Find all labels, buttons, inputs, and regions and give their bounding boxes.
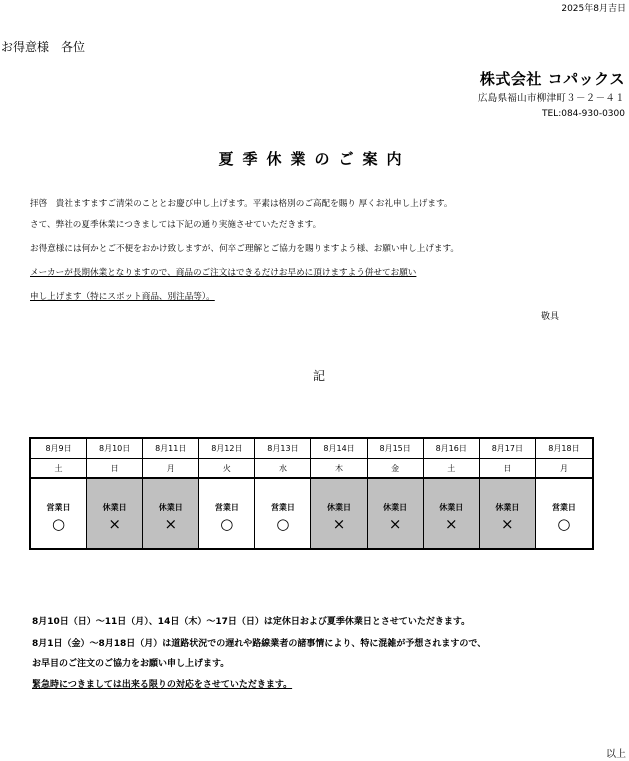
note-2: 8月1日（金）～8月18日（月）は道路状況での遅れや路線業者の諸事情により、特に混雑が予想されますので、 xyxy=(32,639,487,649)
calendar-date-cell: 8月11日 xyxy=(143,439,199,459)
recipient: お得意様 各位 xyxy=(1,40,86,54)
calendar-weekday-cell: 月 xyxy=(143,459,199,479)
closing-ijo: 以上 xyxy=(606,749,626,760)
calendar-weekday-cell: 月 xyxy=(536,459,592,479)
calendar-date-cell: 8月15日 xyxy=(368,439,424,459)
calendar-status-cell xyxy=(87,479,143,548)
ki-marker: 記 xyxy=(313,369,326,383)
body-paragraph-2: さて、弊社の夏季休業につきましては下記の通り実施させていただきます。 xyxy=(30,220,322,230)
calendar-status-cell xyxy=(311,479,367,548)
calendar-date-cell: 8月14日 xyxy=(311,439,367,459)
calendar-date-cell: 8月16日 xyxy=(424,439,480,459)
holiday-calendar xyxy=(29,437,594,550)
calendar-weekday-cell: 木 xyxy=(311,459,367,479)
calendar-weekday-cell: 土 xyxy=(424,459,480,479)
open-mark: ○ xyxy=(276,514,290,533)
calendar-status-cell xyxy=(199,479,255,548)
calendar-weekday-cell: 日 xyxy=(480,459,536,479)
company-name: 株式会社 コパックス xyxy=(479,70,625,88)
body-paragraph-1: 拝啓 貴社ますますご清栄のこととお慶び申し上げます。平素は格別のご高配を賜り 厚くお礼申し上げます。 xyxy=(30,199,453,209)
calendar-date-cell: 8月18日 xyxy=(536,439,592,459)
body-paragraph-3: お得意様には何かとご不便をおかけ致しますが、何卒ご理解とご協力を賜りますよう様、お願い申し上げます。 xyxy=(30,244,460,254)
note-4: 緊急時につきましては出来る限りの対応をさせていただきます。 xyxy=(32,680,293,690)
calendar-weekday-cell: 土 xyxy=(31,459,87,479)
calendar-date-cell: 8月17日 xyxy=(480,439,536,459)
note-1: 8月10日（日）～11日（月）、14日（木）～17日（日）は定休日および夏季休業日とさせていただきます。 xyxy=(32,617,471,627)
note-3: お早目のご注文のご協力をお願い申し上げます。 xyxy=(32,659,230,669)
calendar-date-cell: 8月9日 xyxy=(31,439,87,459)
document-date: 2025年8月吉日 xyxy=(561,4,626,14)
calendar-status-cell xyxy=(368,479,424,548)
closing-keigu: 敬具 xyxy=(541,312,560,322)
status-label: 営業日 xyxy=(46,502,71,512)
calendar-weekday-cell: 火 xyxy=(199,459,255,479)
document-title: 夏季休業のご案内 xyxy=(218,150,411,168)
calendar-weekday-cell: 金 xyxy=(368,459,424,479)
calendar-status-cell xyxy=(536,479,592,548)
company-address: 広島県福山市柳津町３－２－４１ xyxy=(477,93,625,104)
body-paragraph-5: 申し上げます（特にスポット商品、別注品等）。 xyxy=(30,292,215,302)
calendar-date-cell: 8月10日 xyxy=(87,439,143,459)
closed-mark: × xyxy=(388,514,402,533)
status-label: 休業日 xyxy=(158,502,183,512)
status-label: 休業日 xyxy=(102,502,127,512)
closed-mark: × xyxy=(108,514,121,533)
open-mark: ○ xyxy=(557,514,571,533)
calendar-weekday-cell: 水 xyxy=(255,459,311,479)
calendar-date-cell: 8月12日 xyxy=(199,439,255,459)
status-label: 休業日 xyxy=(495,502,520,512)
body-paragraph-4: メーカーが長期休業となりますので、商品のご注文はできるだけお早めに頂けますよう併せてお願い xyxy=(30,268,417,278)
status-label: 休業日 xyxy=(439,502,464,512)
calendar-status-cell xyxy=(480,479,536,548)
closed-mark: × xyxy=(444,514,458,533)
calendar-status-cell xyxy=(143,479,199,548)
status-label: 営業日 xyxy=(551,502,576,512)
closed-mark: × xyxy=(501,514,514,533)
status-label: 休業日 xyxy=(327,502,352,512)
calendar-status-cell xyxy=(255,479,311,548)
status-label: 営業日 xyxy=(270,502,295,512)
company-tel: TEL:084-930-0300 xyxy=(542,109,625,119)
calendar-status-cell xyxy=(31,479,87,548)
open-mark: ○ xyxy=(220,514,234,533)
calendar-status-cell xyxy=(424,479,480,548)
status-label: 休業日 xyxy=(383,502,408,512)
status-label: 営業日 xyxy=(214,502,239,512)
open-mark: ○ xyxy=(52,514,66,533)
closed-mark: × xyxy=(164,514,178,533)
closed-mark: × xyxy=(332,514,346,533)
calendar-weekday-cell: 日 xyxy=(87,459,143,479)
calendar-date-cell: 8月13日 xyxy=(255,439,311,459)
